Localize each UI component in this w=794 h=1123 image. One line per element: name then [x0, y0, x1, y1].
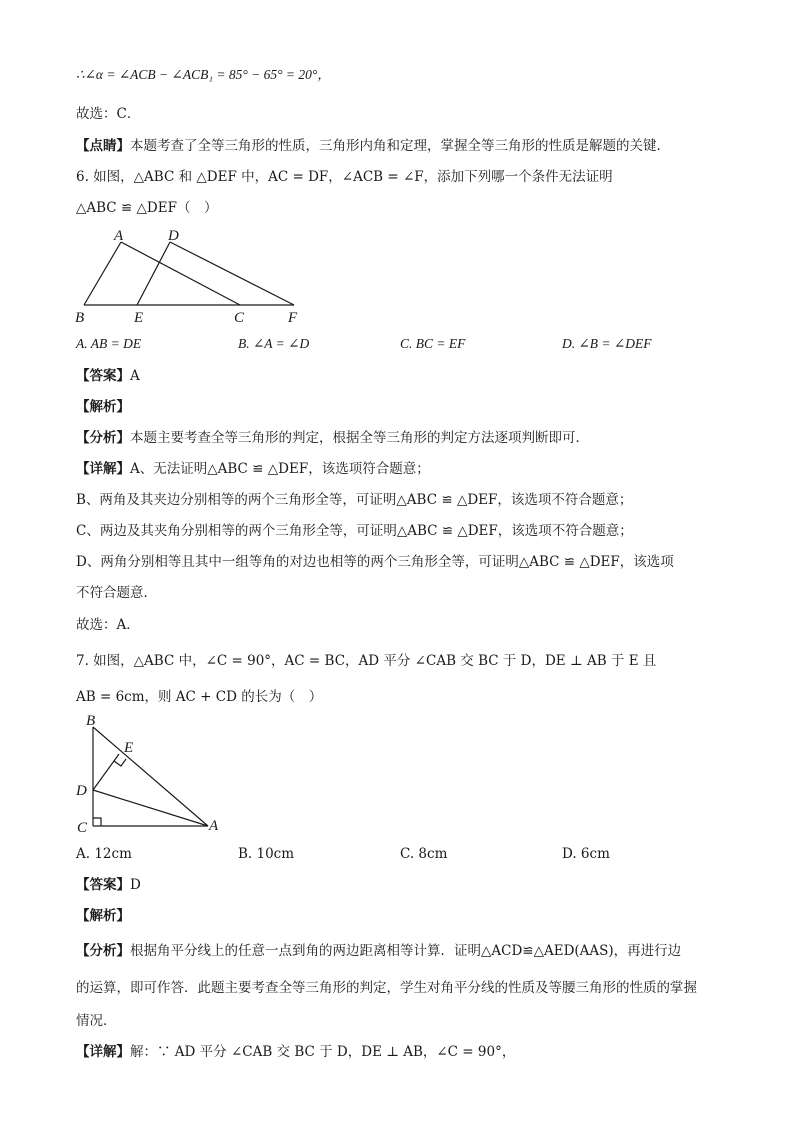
q6-option-b: B. ∠A = ∠D	[238, 336, 310, 351]
label-F: F	[288, 310, 298, 324]
q7-option-c: C. 8cm	[400, 846, 448, 862]
fenxi-6	[76, 429, 589, 447]
detail-6-d: D、两角分别相等且其中一组等角的对边也相等的两个三角形全等，可证明△ABC ≌ △DEF，该选项	[76, 554, 674, 570]
analysis-6-heading: 【解析】	[76, 399, 130, 415]
fenxi-text: 本题主要考查全等三角形的判定，根据全等三角形的判定方法逐项判断即可．	[130, 430, 589, 446]
question-6-cont: △ABC ≌ △DEF（ ）	[76, 200, 218, 216]
answer-tag: 【答案】	[76, 368, 130, 384]
analysis-7-heading: 【解析】	[76, 908, 130, 924]
segment-AB	[84, 242, 121, 305]
remark-line	[76, 137, 670, 155]
fenxi-7-end: 情况．	[76, 1013, 117, 1029]
answer-7	[76, 876, 141, 894]
label-B: B	[86, 713, 96, 729]
conclusion-line: ∴∠α = ∠ACB − ∠ACB₁ = 85° − 65° = 20°，	[76, 67, 331, 82]
right-angle-mark-E	[114, 759, 126, 766]
segment-BA	[93, 727, 208, 826]
q7-option-a: A. 12cm	[76, 846, 132, 862]
fenxi-text: 根据角平分线上的任意一点到角的两边距离相等计算．证明△ACD≌△AED(AAS)，再进行边	[130, 943, 682, 959]
segment-DE	[137, 242, 170, 305]
choice-6: 故选：A．	[76, 617, 140, 633]
label-C: C	[234, 310, 245, 324]
fenxi-7-cont: 的运算，即可作答．此题主要考查全等三角形的判定，学生对角平分线的性质及等腰三角形的性质的掌握	[76, 980, 697, 996]
q7-option-b: B. 10cm	[238, 846, 295, 862]
remark-tag: 【点睛】	[76, 138, 130, 154]
question-6: 6. 如图，△ABC 和 △DEF 中，AC = DF，∠ACB = ∠F，添加下列哪一个条件无法证明	[76, 169, 613, 185]
label-E: E	[124, 740, 134, 756]
question-7-cont: AB = 6cm，则 AC + CD 的长为（ ）	[76, 689, 323, 705]
choice-line: 故选：C．	[76, 106, 141, 122]
label-B: B	[75, 310, 85, 324]
q6-option-d: D. ∠B = ∠DEF	[562, 336, 652, 351]
segment-DF	[170, 242, 294, 305]
remark-text: 本题考查了全等三角形的性质，三角形内角和定理，掌握全等三角形的性质是解题的关键．	[130, 138, 670, 154]
detail-6-c: C、两边及其夹角分别相等的两个三角形全等，可证明△ABC ≌ △DEF，该选项不符合题意；	[76, 523, 633, 539]
figure-6	[74, 226, 314, 324]
detail-6-a	[76, 460, 430, 478]
label-A: A	[209, 818, 219, 834]
q6-option-c: C. BC = EF	[400, 336, 466, 351]
detail-tag: 【详解】	[76, 461, 130, 477]
detail-6-b: B、两角及其夹边分别相等的两个三角形全等，可证明△ABC ≌ △DEF，该选项不符合题意；	[76, 492, 633, 508]
label-C: C	[77, 820, 88, 836]
detail-7	[76, 1043, 515, 1061]
right-angle-mark-C	[93, 818, 101, 826]
fenxi-tag: 【分析】	[76, 430, 130, 446]
label-D: D	[76, 783, 87, 799]
segment-DE	[93, 754, 119, 790]
answer-value: A	[130, 368, 140, 384]
segment-AC	[121, 242, 240, 305]
label-E: E	[134, 310, 144, 324]
question-7: 7. 如图，△ABC 中，∠C = 90°，AC = BC，AD 平分 ∠CAB 交 BC 于 D，DE ⊥ AB 于 E 且	[76, 653, 657, 669]
detail-text: 解：∵ AD 平分 ∠CAB 交 BC 于 D，DE ⊥ AB，∠C = 90°，	[130, 1044, 516, 1060]
label-D: D	[168, 228, 179, 244]
q6-option-a: A. AB = DE	[76, 336, 142, 351]
fenxi-7	[76, 942, 681, 960]
detail-text: A、无法证明△ABC ≌ △DEF，该选项符合题意；	[130, 461, 430, 477]
fenxi-tag: 【分析】	[76, 943, 130, 959]
answer-tag: 【答案】	[76, 877, 130, 893]
detail-6-d-cont: 不符合题意．	[76, 585, 157, 601]
q7-option-d: D. 6cm	[562, 846, 610, 862]
answer-value: D	[130, 877, 141, 893]
segment-DA	[93, 790, 208, 826]
label-A: A	[114, 228, 124, 244]
figure-7	[74, 710, 234, 838]
detail-tag: 【详解】	[76, 1044, 130, 1060]
answer-6	[76, 367, 140, 385]
